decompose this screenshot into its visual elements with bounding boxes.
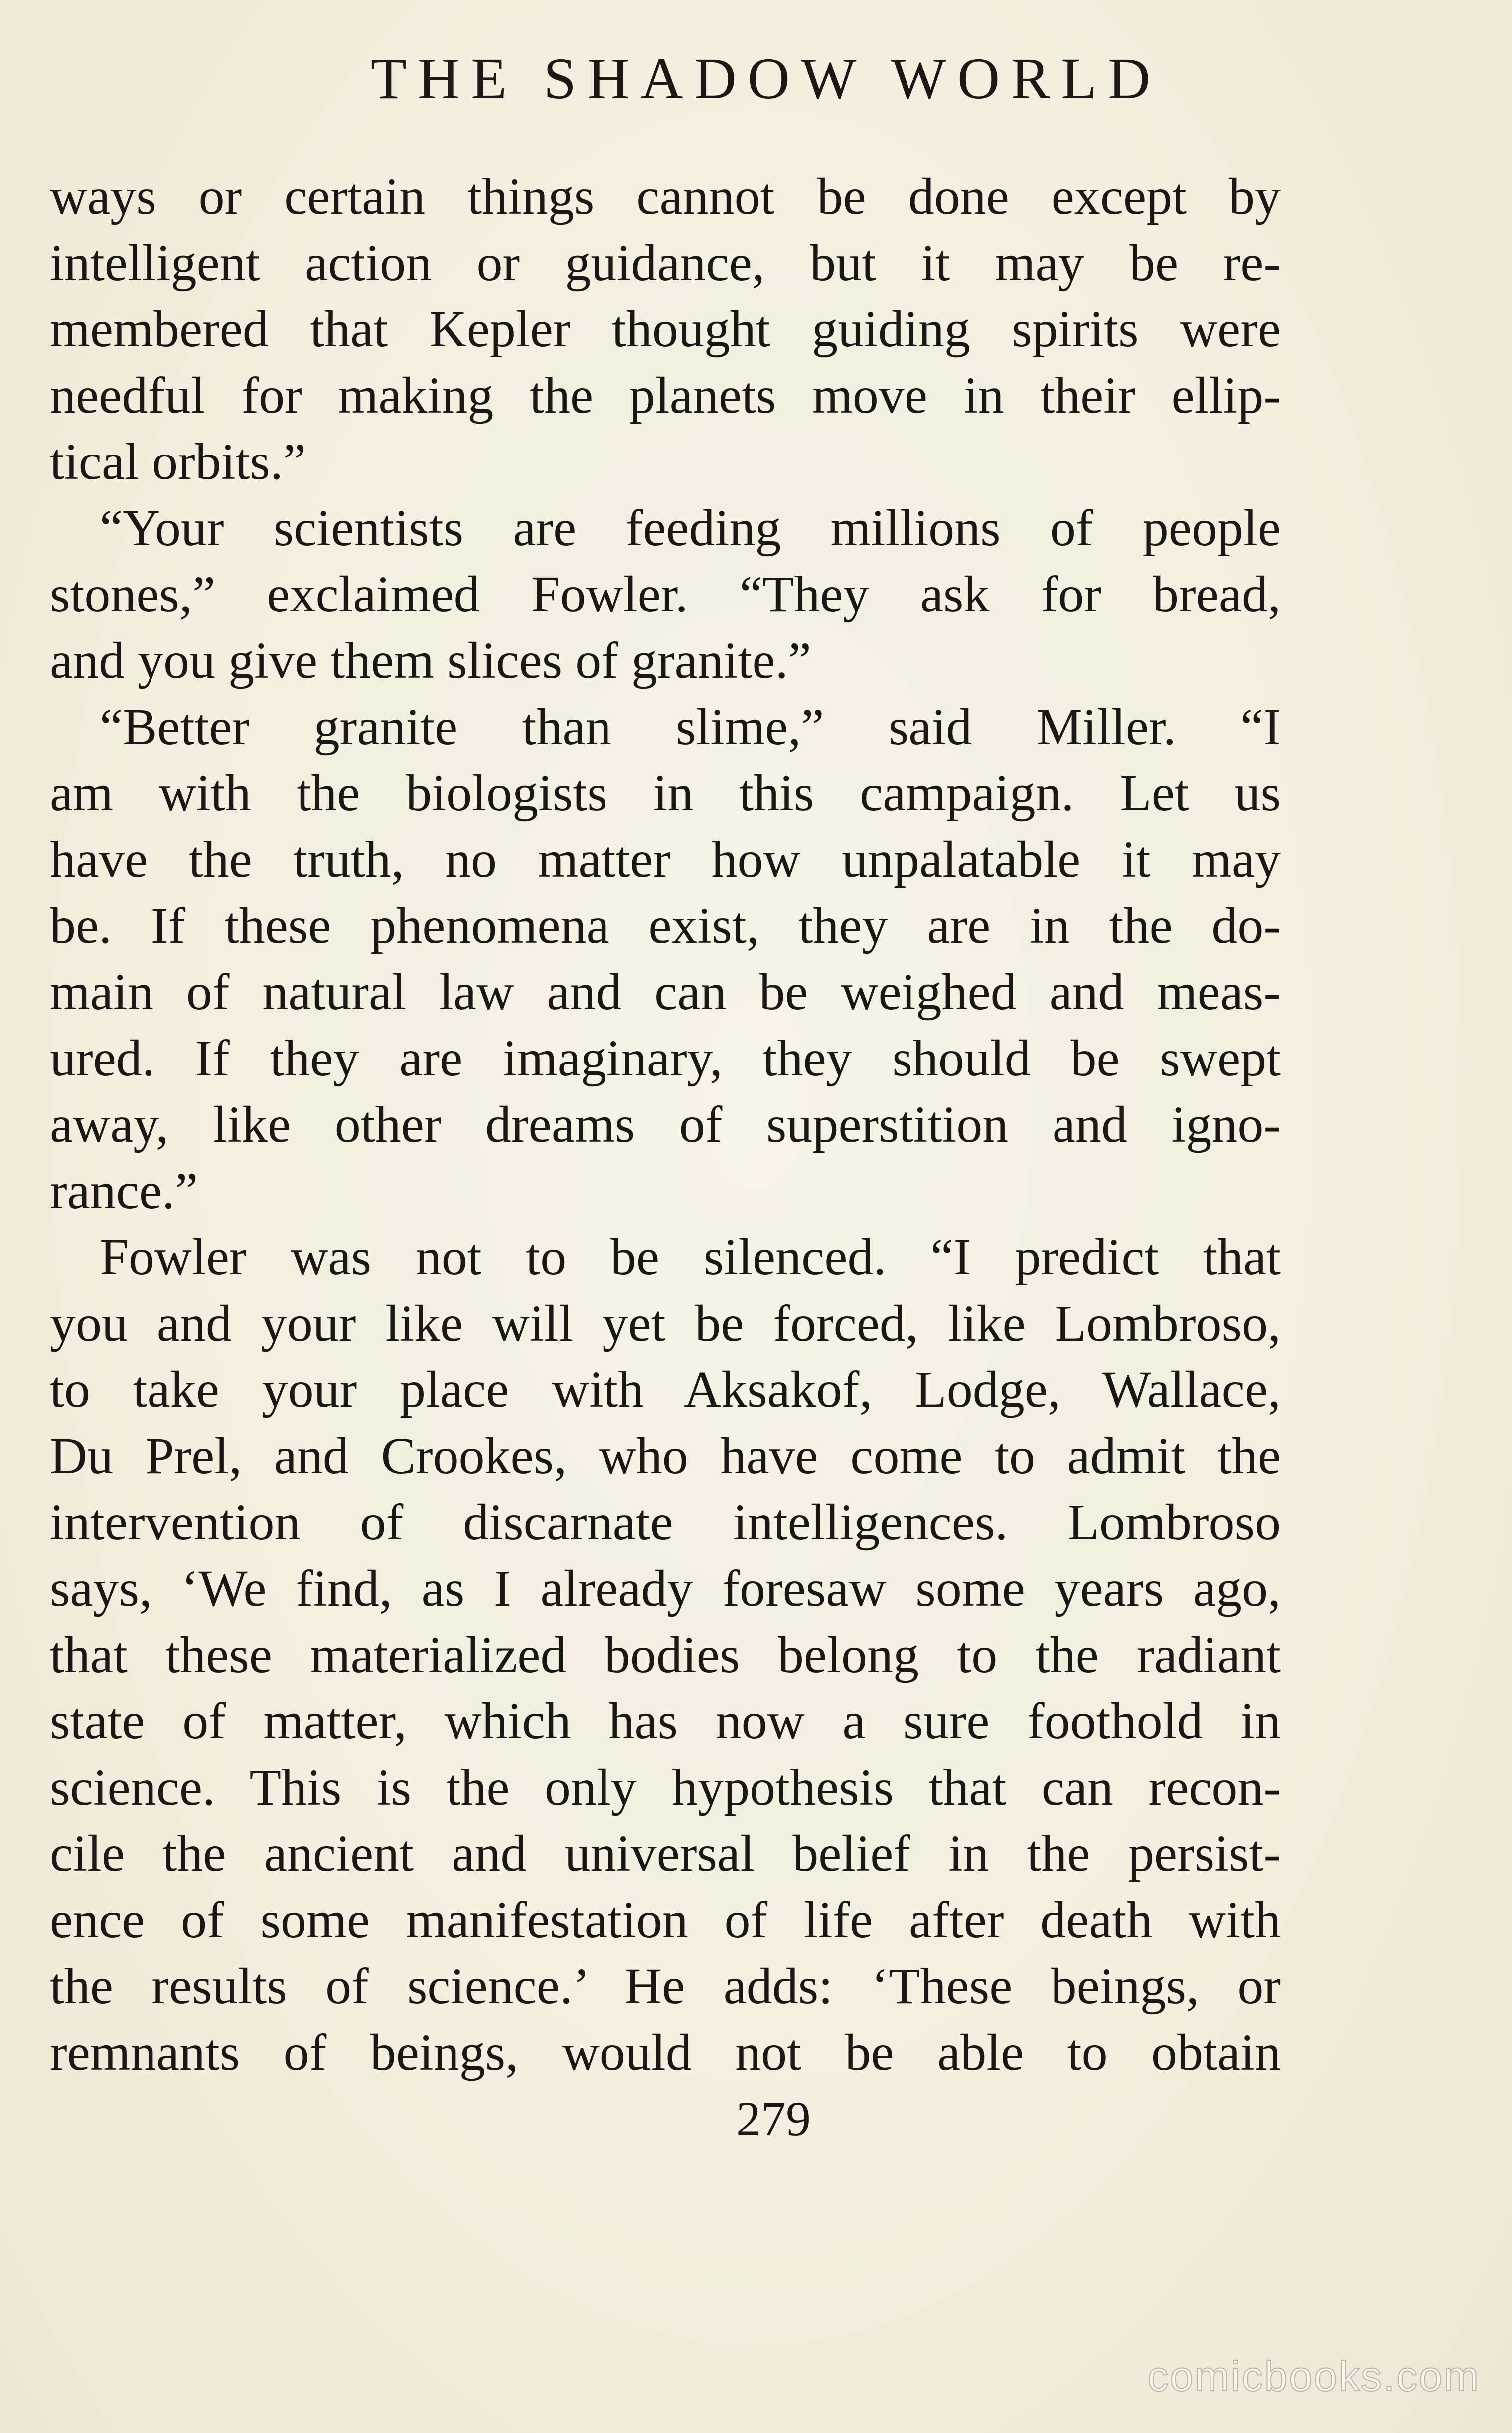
text-line: intervention of discarnate intelligences. Lombroso [50,1494,1281,1551]
text-line: tical orbits.” [50,433,306,490]
text-line: Du Prel, and Crookes, who have come to admit the [50,1427,1281,1485]
text-line: membered that Kepler thought guiding spirits were [50,301,1281,358]
running-head: THE SHADOW WORLD [370,46,1162,111]
text-line: and you give them slices of granite.” [50,632,811,689]
text-line: rance.” [50,1162,198,1219]
text-line: stones,” exclaimed Fowler. “They ask for bread, [50,566,1281,623]
text-line: have the truth, no matter how unpalatable it may [50,831,1281,888]
text-line: ways or certain things cannot be done except by [50,168,1281,225]
text-line: science. This is the only hypothesis that can recon- [50,1759,1281,1816]
text-line: ured. If they are imaginary, they should be swept [50,1030,1281,1087]
page-number: 279 [736,2091,811,2146]
text-line: says, ‘We find, as I already foresaw some years ago, [50,1560,1281,1617]
text-line: state of matter, which has now a sure foothold in [50,1692,1281,1750]
text-line: ence of some manifestation of life after death with [50,1891,1281,1949]
text-line: intelligent action or guidance, but it may be re- [50,234,1281,292]
text-line: be. If these phenomena exist, they are in the do- [50,897,1281,954]
text-line: the results of science.’ He adds: ‘These beings, or [50,1958,1281,2015]
body-text [50,163,1281,2086]
text-line: cile the ancient and universal belief in the persist- [50,1825,1281,1882]
text-line: remnants of beings, would not be able to obtain [50,2024,1281,2081]
watermark: comicbooks.com [1147,2353,1480,2400]
text-line: main of natural law and can be weighed and meas- [50,963,1281,1021]
text-line: you and your like will yet be forced, like Lombroso, [50,1295,1281,1352]
text-line: am with the biologists in this campaign. Let us [50,764,1281,822]
text-line: that these materialized bodies belong to the radiant [50,1626,1281,1683]
text-line: away, like other dreams of superstition and igno- [50,1096,1281,1153]
text-line: needful for making the planets move in their ellip- [50,367,1281,424]
text-line: “Your scientists are feeding millions of people [100,499,1281,557]
text-line: “Better granite than slime,” said Miller. “I [100,698,1281,756]
text-line: Fowler was not to be silenced. “I predict that [100,1228,1281,1286]
text-line: to take your place with Aksakof, Lodge, Wallace, [50,1361,1281,1418]
